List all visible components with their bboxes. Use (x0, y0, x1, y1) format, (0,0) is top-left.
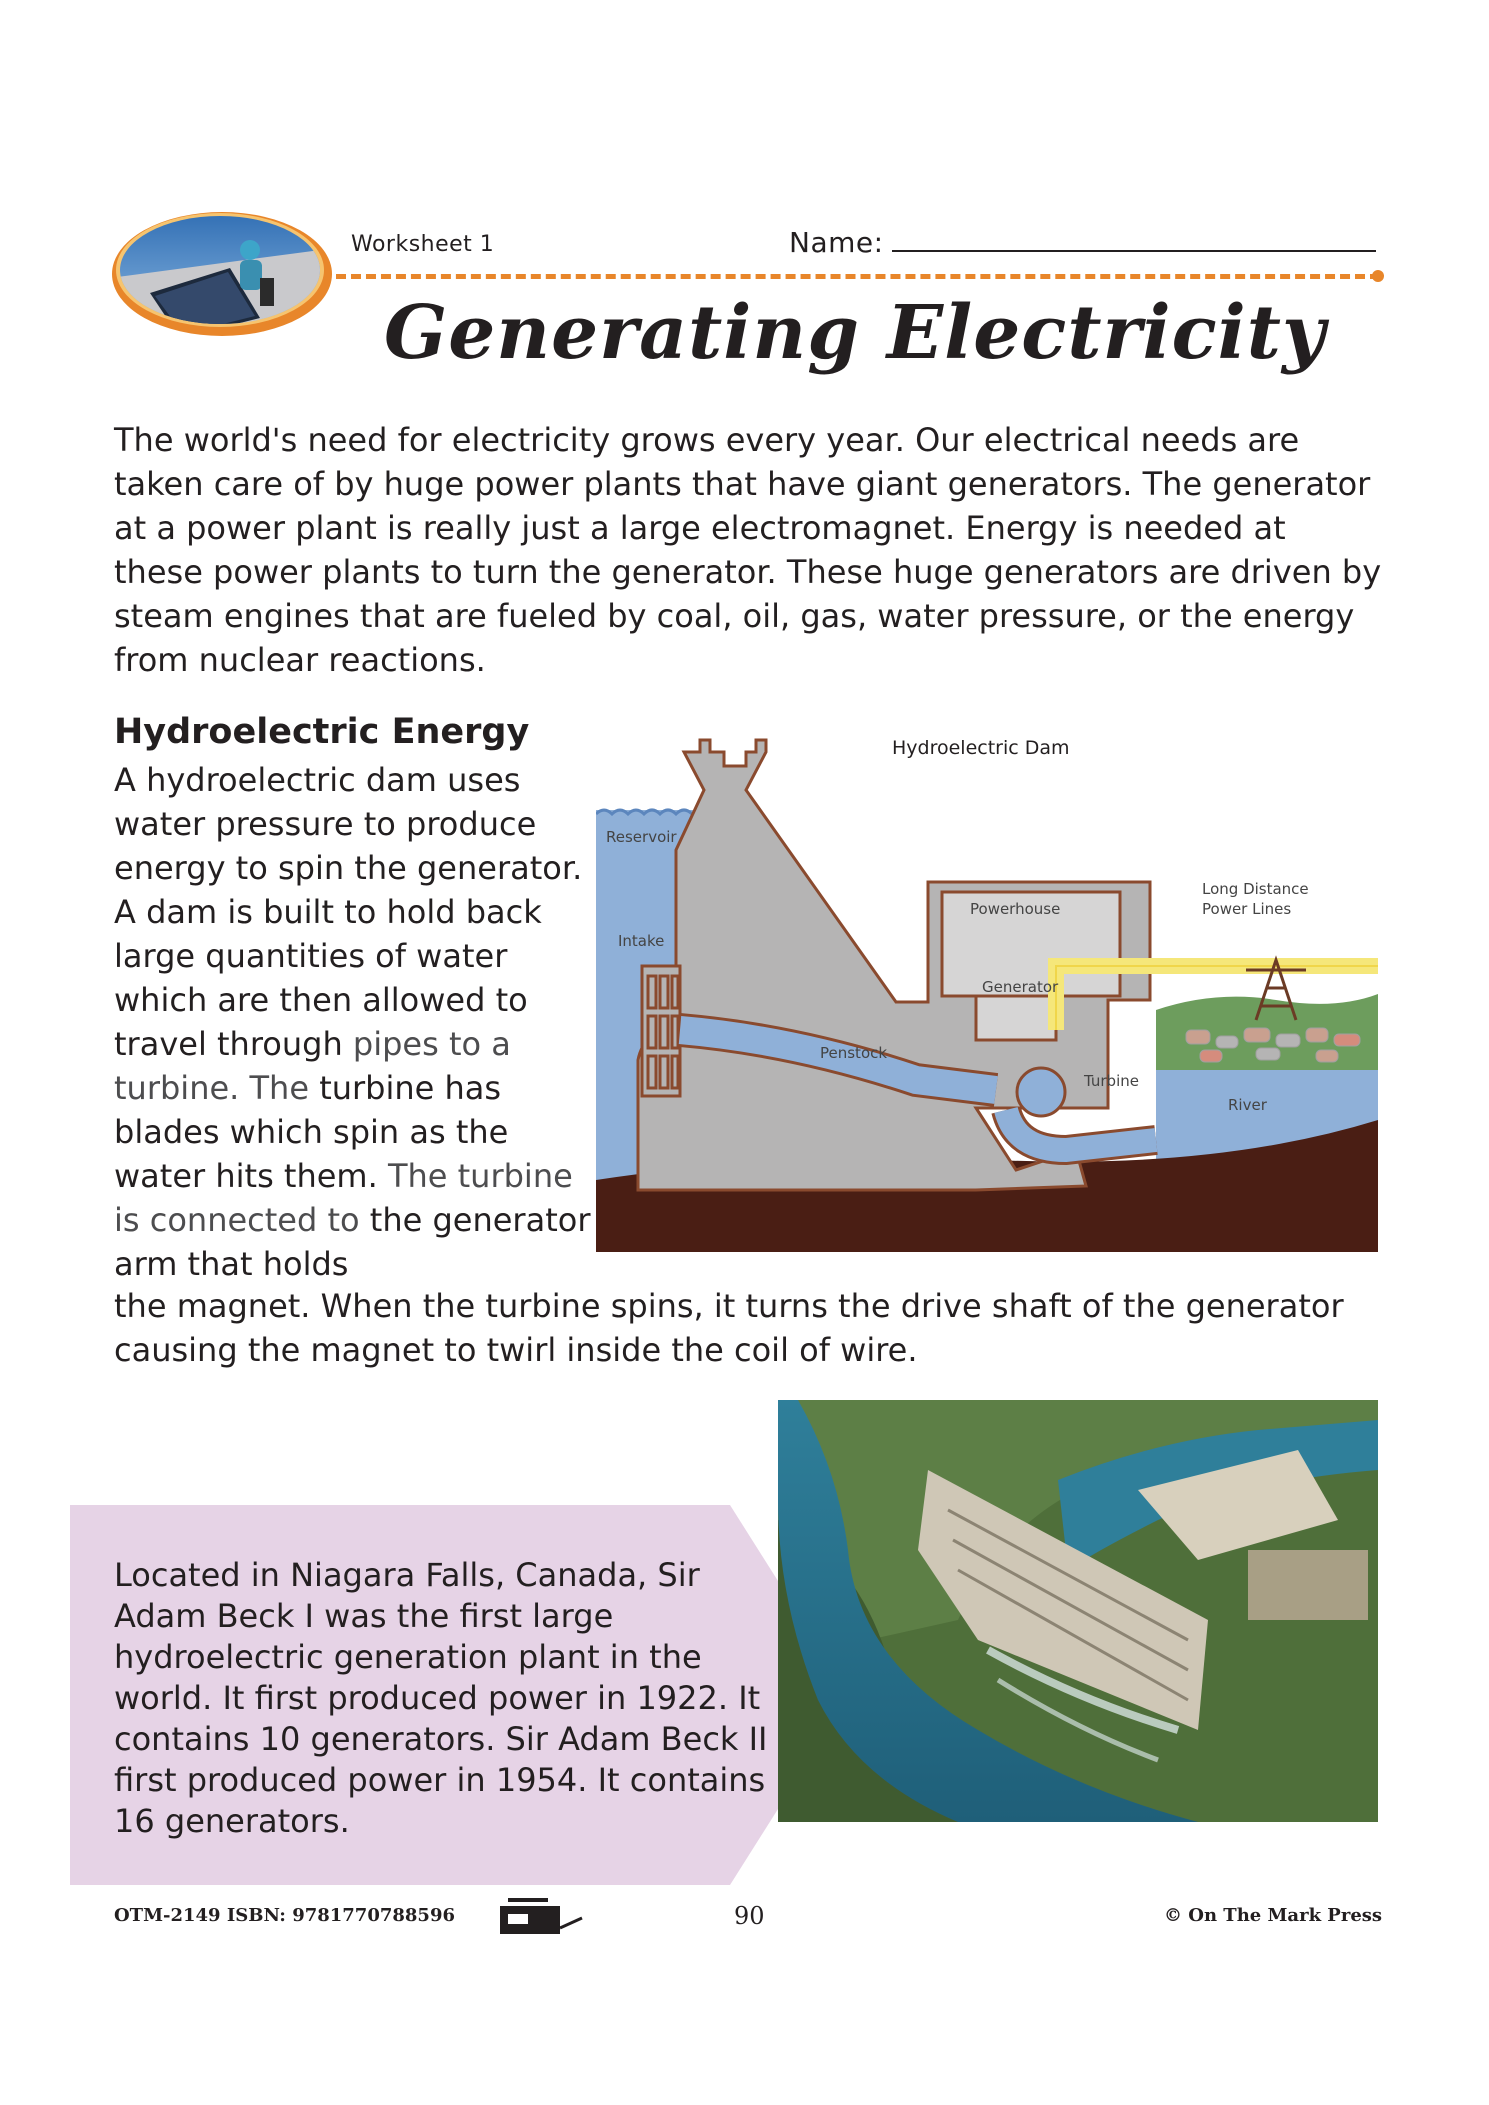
label-power-lines-1: Long Distance (1202, 880, 1309, 898)
divider-end-dot (1372, 270, 1384, 282)
section-heading: Hydroelectric Energy (114, 712, 530, 752)
hydro-text-2: pipes to a turbine. The (114, 1025, 511, 1107)
niagara-power-plant-photo (778, 1400, 1378, 1822)
hydro-text-3: turbine has blades which spin as the water hits them. (114, 1069, 509, 1195)
header-divider (336, 274, 1380, 279)
worksheet-icon (498, 1894, 584, 1936)
hydro-text-1: A hydroelectric dam uses water pressure to produce energy to spin the generator. A dam is built to hold back large quantities of water which are then allowed to travel through (114, 761, 583, 1063)
solar-worker-logo (110, 208, 335, 338)
footer-isbn: OTM-2149 ISBN: 9781770788596 (114, 1905, 456, 1926)
page-number: 90 (734, 1902, 765, 1930)
hydro-text-5: the generator arm that holds (114, 1201, 591, 1283)
label-reservoir: Reservoir (606, 828, 677, 846)
label-intake: Intake (618, 932, 665, 950)
label-generator: Generator (982, 978, 1059, 996)
name-label: Name: (789, 226, 884, 259)
footer-copyright: © On The Mark Press (1164, 1905, 1383, 1926)
label-penstock: Penstock (820, 1044, 888, 1062)
callout-text: Located in Niagara Falls, Canada, Sir Adam Beck I was the first large hydroelectric generation plant in the world. It first produced power in 1922. It contains 10 generators. Sir Adam Beck II first produced power in 1954. It contains 16 generators. (114, 1556, 768, 1840)
name-field-line[interactable] (892, 250, 1376, 252)
hydro-paragraph-continued: the magnet. When the turbine spins, it turns the drive shaft of the generator causing the magnet to twirl inside the coil of wire. (114, 1287, 1344, 1369)
page-title: Generating Electricity (384, 290, 1326, 376)
intro-paragraph: The world's need for electricity grows every year. Our electrical needs are taken care of by huge power plants that have giant generators. The generator at a power plant is really just a large electromagnet. Energy is needed at these power plants to turn the generator. These huge generators are driven by steam engines that are fueled by coal, oil, gas, water pressure, or the energy from nuclear reactions. (114, 421, 1382, 679)
label-powerhouse: Powerhouse (970, 900, 1061, 918)
worksheet-label: Worksheet 1 (351, 232, 495, 257)
hydro-text-4: The turbine is connected to (114, 1157, 573, 1239)
label-turbine: Turbine (1084, 1072, 1139, 1090)
hydro-paragraph (114, 758, 594, 1286)
label-power-lines-2: Power Lines (1202, 900, 1292, 918)
hydroelectric-dam-diagram (596, 730, 1378, 1252)
label-river: River (1228, 1096, 1267, 1114)
diagram-title: Hydroelectric Dam (892, 737, 1070, 759)
